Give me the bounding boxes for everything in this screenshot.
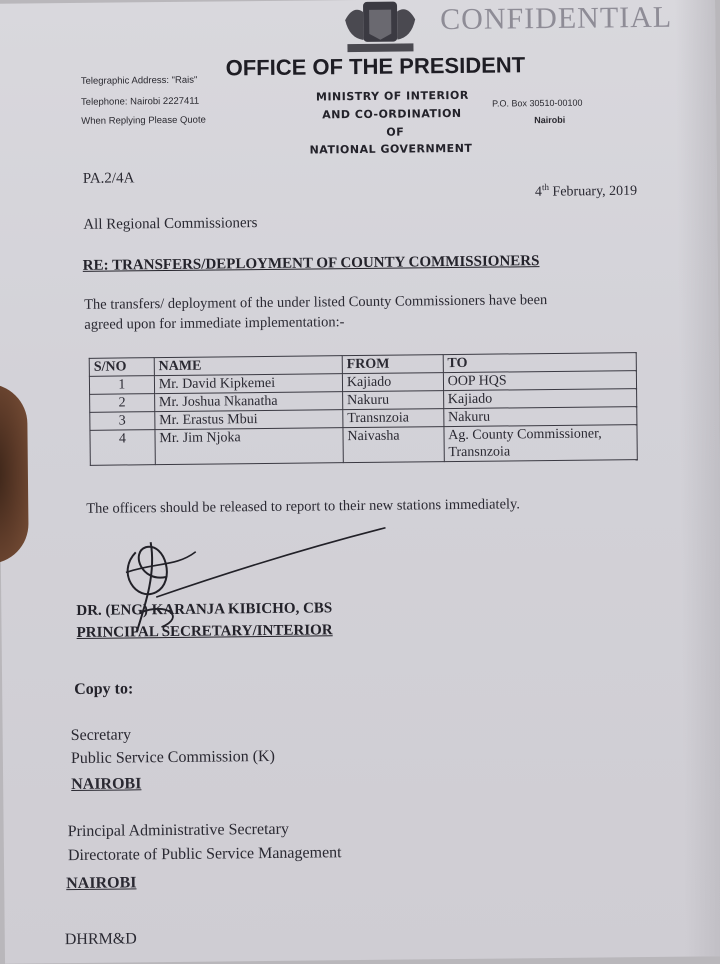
ministry-line-4: NATIONAL GOVERNMENT [309,141,473,157]
copy3-line1: DHRM&D [64,930,137,949]
reply-quote-note: When Replying Please Quote [81,114,206,127]
cell-sno: 2 [90,394,155,413]
header-sno: S/NO [89,358,154,377]
signatory-title: PRINCIPAL SECRETARY/INTERIOR [76,622,333,641]
header-name: NAME [154,356,342,376]
intro-line-2: agreed upon for immediate implementation:- [84,314,345,333]
cell-sno: 3 [90,412,155,431]
reference-number: PA.2/4A [82,170,135,187]
cell-from: Naivasha [343,427,444,463]
copy2-city: NAIROBI [66,874,137,893]
copy2-line1: Principal Administrative Secretary [67,820,290,841]
transfers-table [89,352,638,466]
telegraphic-address: Telegraphic Address: "Rais" [80,74,198,87]
city-nairobi: Nairobi [534,114,566,126]
cell-to: Ag. County Commissioner, Transnzoia [444,425,638,462]
table-row [90,425,637,466]
po-box: P.O. Box 30510-00100 [492,97,583,109]
cell-name: Mr. Erastus Mbui [155,410,343,430]
closing-instruction: The officers should be released to report to their new stations immediately. [86,496,521,517]
letter-date: 4th February, 2019 [534,182,638,200]
cell-name: Mr. David Kipkemei [154,374,342,394]
ministry-line-2: AND CO-ORDINATION [322,106,462,122]
recipient: All Regional Commissioners [83,215,258,233]
signatory-name: DR. (ENG) KARANJA KIBICHO, CBS [76,600,333,619]
coat-of-arms-icon [335,0,426,55]
cell-from: Transnzoia [343,409,444,428]
header-to: TO [443,353,636,373]
subject-line: RE: TRANSFERS/DEPLOYMENT OF COUNTY COMMISSIONERS [82,253,540,274]
ministry-line-3: OF [386,125,405,139]
holding-thumb [0,383,29,563]
confidential-stamp: CONFIDENTIAL [440,0,673,37]
copy1-city: NAIROBI [71,775,142,794]
cell-to: OOP HQS [443,371,636,391]
copy1-line2: Public Service Commission (K) [70,747,275,768]
cell-sno: 4 [90,430,155,466]
cell-from: Kajiado [342,373,443,392]
paper-edge-shadow [675,0,720,957]
cell-to: Nakuru [443,407,636,427]
cell-name: Mr. Joshua Nkanatha [154,392,342,412]
ministry-line-1: MINISTRY OF INTERIOR [315,88,469,104]
cell-to: Kajiado [443,389,636,409]
cell-sno: 1 [89,376,154,395]
cell-from: Nakuru [342,391,443,410]
cell-name: Mr. Jim Njoka [155,428,343,465]
office-title: OFFICE OF THE PRESIDENT [225,52,526,81]
copy-to-label: Copy to: [74,680,134,699]
header-from: FROM [342,355,443,374]
telephone: Telephone: Nairobi 2227411 [80,95,200,108]
intro-line-1: The transfers/ deployment of the under listed County Commissioners have been [84,292,548,313]
copy2-line2: Directorate of Public Service Management [67,844,342,865]
copy1-line1: Secretary [70,726,132,745]
signature-icon [95,520,406,638]
